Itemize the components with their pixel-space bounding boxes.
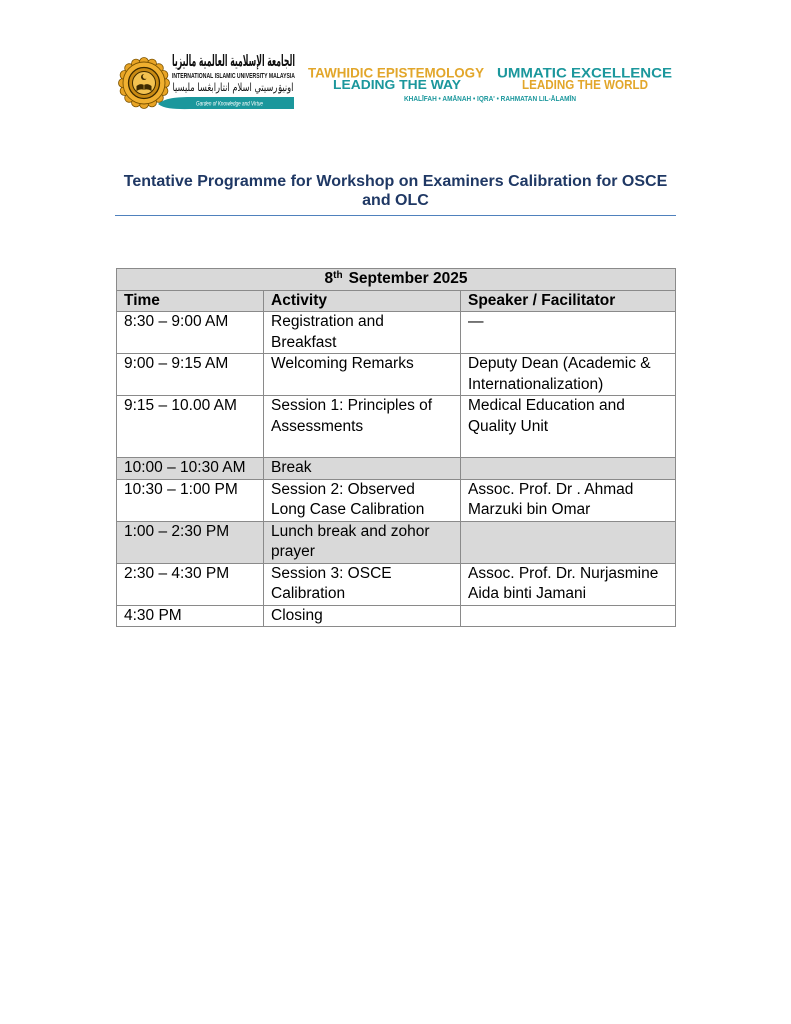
speaker-cell	[461, 521, 676, 563]
time-cell: 1:00 – 2:30 PM	[117, 521, 264, 563]
time-cell: 2:30 – 4:30 PM	[117, 563, 264, 605]
header-banner	[0, 0, 791, 120]
activity-cell: Session 2: Observed Long Case Calibration	[264, 479, 461, 521]
title-underline	[115, 215, 676, 216]
time-cell: 10:00 – 10:30 AM	[117, 458, 264, 480]
table-row	[117, 312, 676, 354]
speaker-cell: Assoc. Prof. Dr. Nurjasmine Aida binti Jamani	[461, 563, 676, 605]
speaker-cell	[461, 458, 676, 480]
activity-cell: Welcoming Remarks	[264, 354, 461, 396]
column-header-time: Time	[117, 290, 264, 312]
motto-ribbon	[158, 97, 294, 109]
tagline-right-line1: UMMATIC EXCELLENCE	[497, 64, 672, 81]
tagline-values: KHALĪFAH • AMĀNAH • IQRA' • RAHMATAN LIL-ĀLAMĪN	[404, 96, 590, 103]
date-day: 8	[324, 270, 334, 287]
speaker-cell: Medical Education and Quality Unit	[461, 396, 676, 458]
activity-cell: Registration and Breakfast	[264, 312, 461, 354]
date-day-suffix: th	[333, 270, 343, 281]
logo-arabic-name: الجامعة الإسلامية العالمية ماليزيا	[172, 51, 295, 70]
tagline-right-line2: LEADING THE WORLD	[522, 78, 648, 92]
table-row	[117, 354, 676, 396]
time-cell: 10:30 – 1:00 PM	[117, 479, 264, 521]
date-header	[117, 269, 676, 291]
speaker-cell: Deputy Dean (Academic & Internationalization)	[461, 354, 676, 396]
table-row	[117, 458, 676, 480]
table-row	[117, 563, 676, 605]
table-row	[117, 521, 676, 563]
document-title: Tentative Programme for Workshop on Examiners Calibration for OSCE and OLC	[123, 173, 668, 209]
activity-cell: Session 1: Principles of Assessments	[264, 396, 461, 458]
logo-english-name: INTERNATIONAL ISLAMIC UNIVERSITY MALAYSIA	[172, 71, 296, 80]
tagline-left-line1: TAWHIDIC EPISTEMOLOGY	[308, 64, 485, 81]
activity-cell: Closing	[264, 605, 461, 627]
column-header-speaker: Speaker / Facilitator	[461, 290, 676, 312]
activity-cell: Session 3: OSCE Calibration	[264, 563, 461, 605]
activity-cell: Break	[264, 458, 461, 480]
table-row	[117, 605, 676, 627]
time-cell: 8:30 – 9:00 AM	[117, 312, 264, 354]
time-cell: 4:30 PM	[117, 605, 264, 627]
tagline-left-line2: LEADING THE WAY	[333, 78, 462, 92]
date-header-row	[117, 269, 676, 291]
programme-table	[116, 268, 676, 627]
speaker-cell: —	[461, 312, 676, 354]
date-month-year: September 2025	[348, 270, 468, 287]
logo-jawi-name: اونيۏرسيتي اسلام انتارابڠسا مليسيا	[172, 81, 294, 94]
table-row	[117, 396, 676, 458]
time-cell: 9:15 – 10.00 AM	[117, 396, 264, 458]
activity-cell: Lunch break and zohor prayer	[264, 521, 461, 563]
speaker-cell	[461, 605, 676, 627]
speaker-cell: Assoc. Prof. Dr . Ahmad Marzuki bin Omar	[461, 479, 676, 521]
table-row	[117, 479, 676, 521]
logo-motto: Garden of Knowledge and Virtue	[196, 100, 264, 108]
column-header-activity: Activity	[264, 290, 461, 312]
iium-seal-icon	[119, 58, 170, 109]
column-header-row	[117, 290, 676, 312]
time-cell: 9:00 – 9:15 AM	[117, 354, 264, 396]
